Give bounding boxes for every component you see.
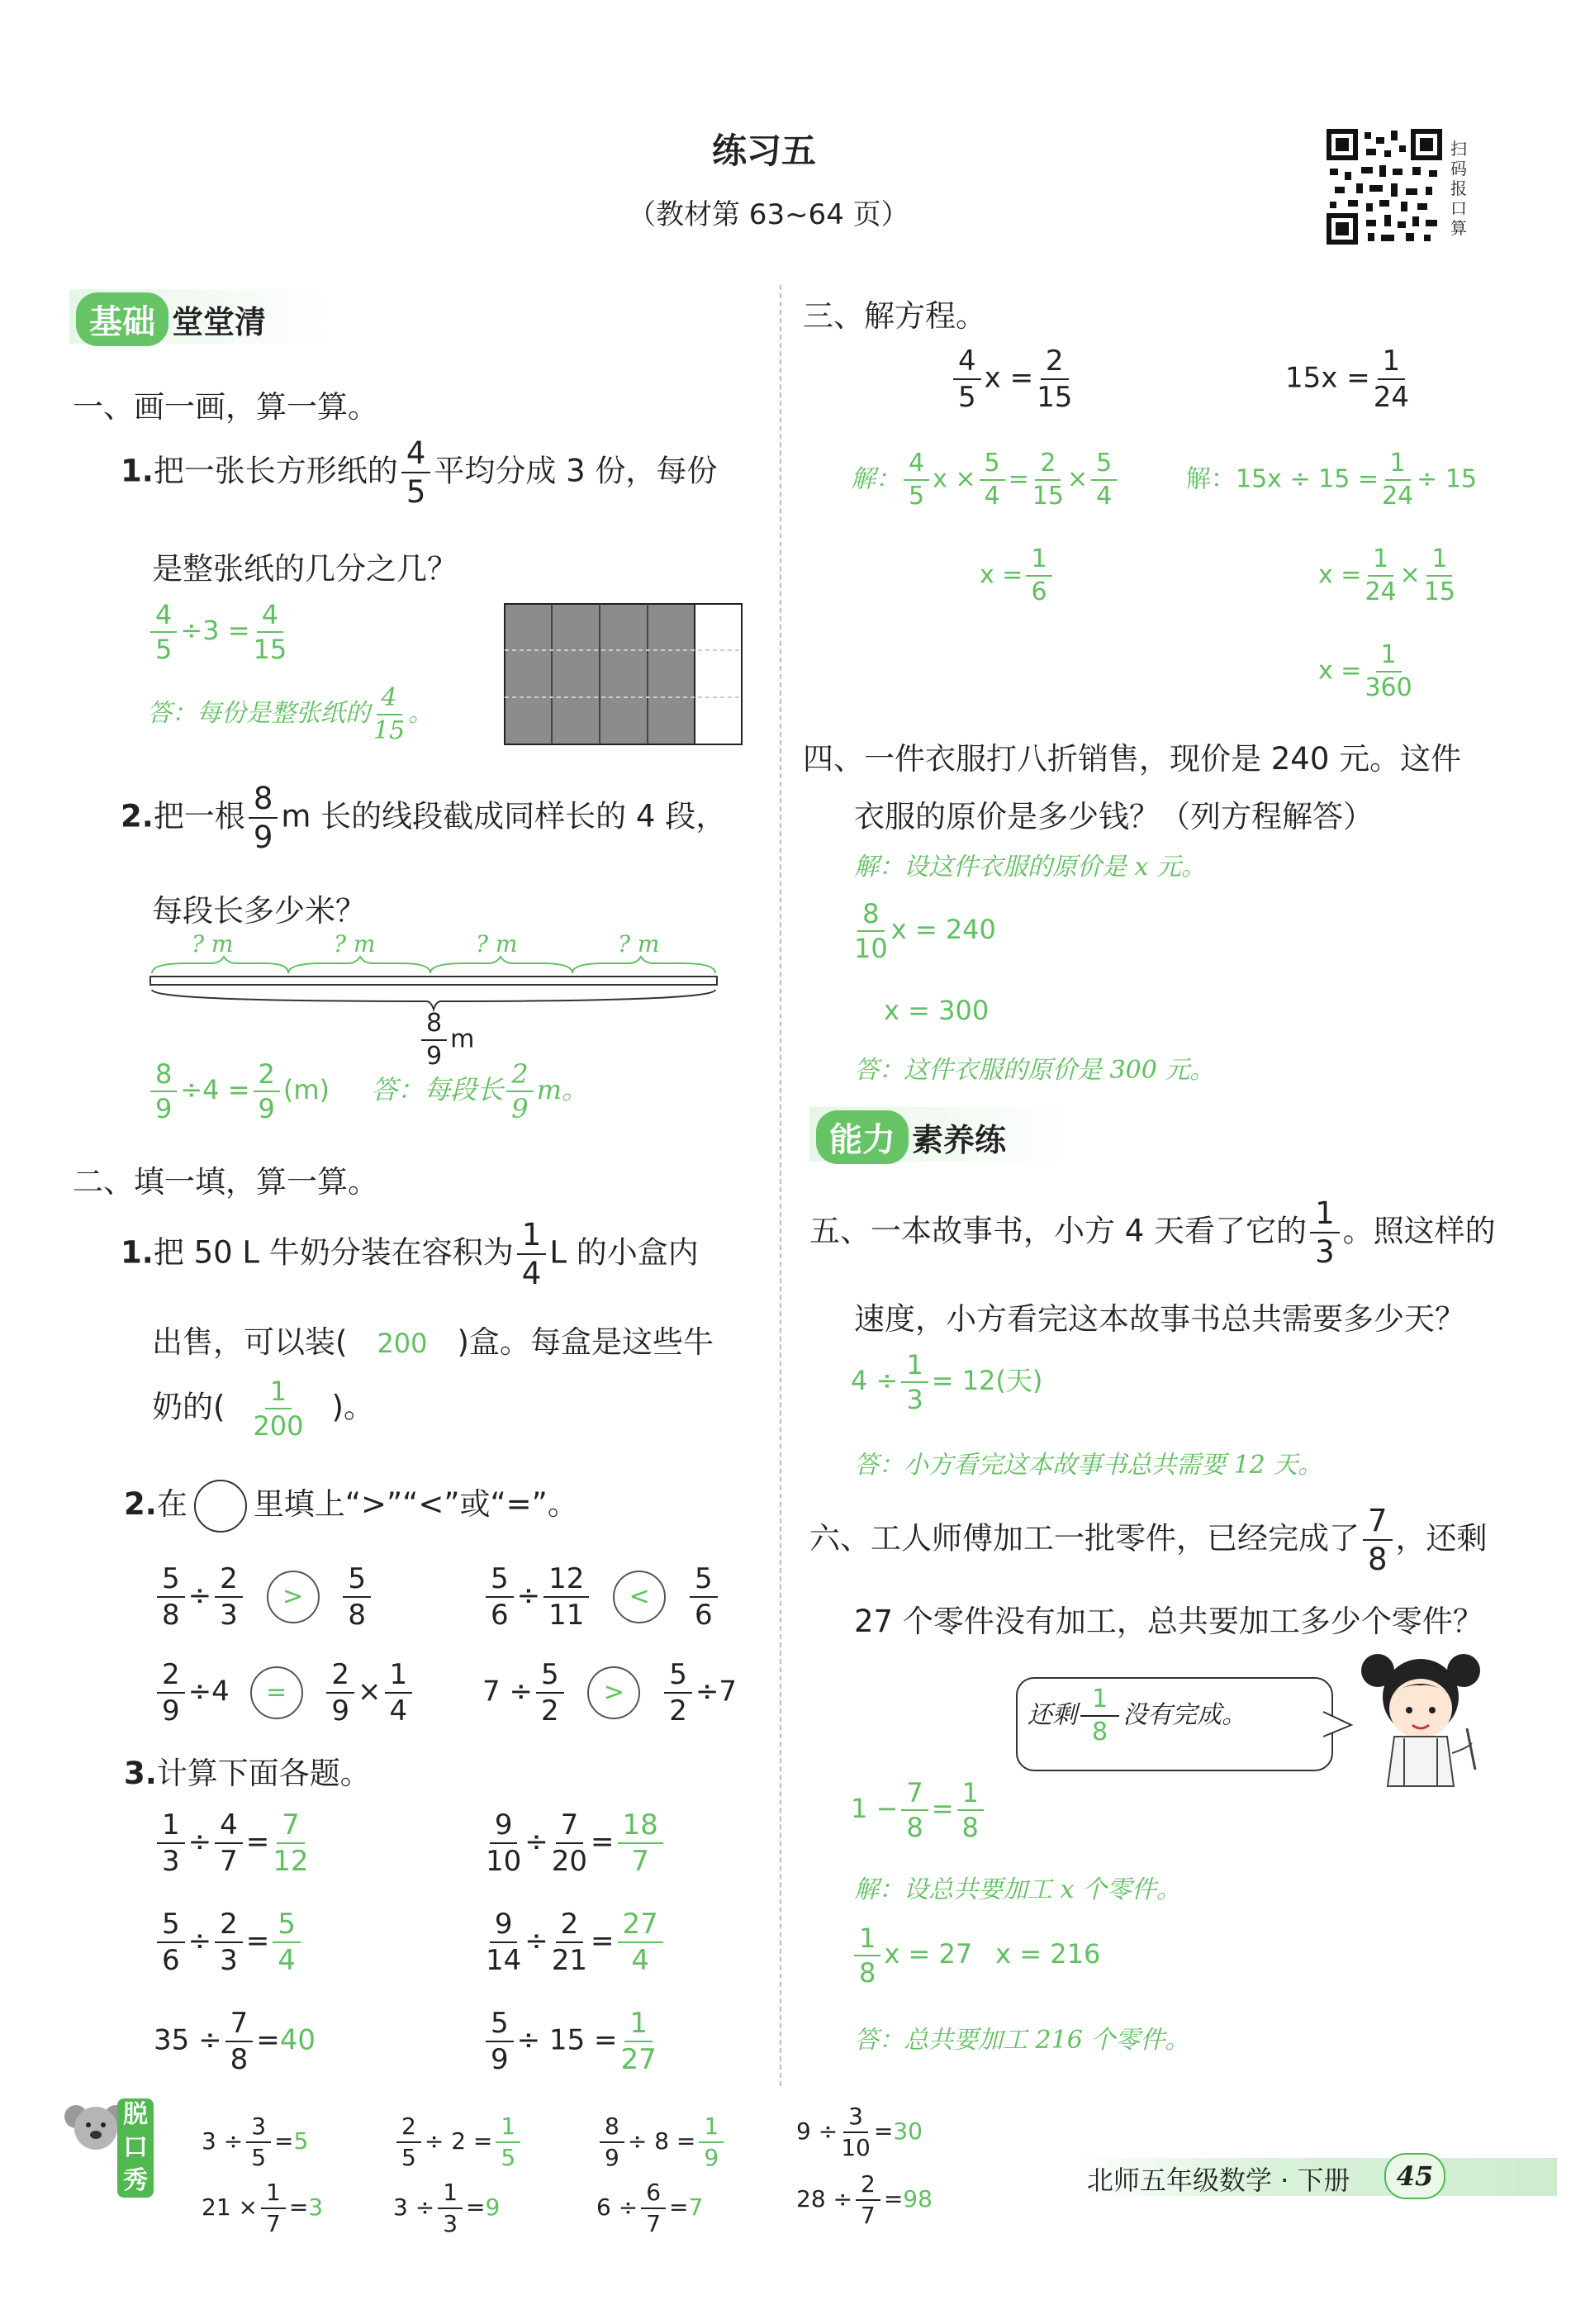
- question-4-line2: 衣服的原价是多少钱？（列方程解答）: [854, 799, 1374, 834]
- rectangle-paper-diagram: [504, 603, 743, 749]
- q1-p1-answer: 答：每份是整张纸的 $\frac{4}{15}$ 。: [147, 683, 434, 745]
- oral-item: $\frac{8}{9}$ ÷ 8 = $\frac{1}{9}$: [596, 2115, 727, 2170]
- equation-1-result: x = $\frac{1}{6}$: [980, 547, 1056, 605]
- compare-circle[interactable]: >: [267, 1571, 320, 1623]
- oral-item: 6 ÷ $\frac{6}{7}$ =7: [596, 2179, 704, 2237]
- qr-label: 扫 码 报 口 算: [1450, 139, 1467, 238]
- q6-step1: 1 − $\frac{7}{8}$ = $\frac{1}{8}$: [851, 1780, 987, 1841]
- compare-circle[interactable]: >: [587, 1666, 640, 1719]
- calc-item: $\frac{1}{3}$ ÷ $\frac{4}{7}$ = $\frac{7}{12}$: [154, 1811, 312, 1875]
- column-divider: [780, 285, 781, 2086]
- q6-let: 解：设总共要加工 x 个零件。: [854, 1875, 1181, 1904]
- equation-1-solution: 解： $\frac{4}{5}$ x × $\frac{5}{4}$ = $\frac{2}{15}$ × $\frac{5}{4}$: [851, 451, 1120, 509]
- q5-work: 4 ÷ $\frac{1}{3}$ = 12(天): [851, 1349, 1043, 1415]
- oral-item: 3 ÷ $\frac{3}{5}$ =5: [202, 2113, 309, 2171]
- segment-label: ? m: [618, 930, 660, 958]
- girl-illustration: [1355, 1646, 1487, 1803]
- compare-item: $\frac{5}{8}$ ÷ $\frac{2}{3}$ > $\frac{5}{8}$: [154, 1565, 374, 1629]
- equation-2-step: x = $\frac{1}{24}$ × $\frac{1}{15}$: [1318, 544, 1455, 606]
- fill-blank-boxes: 200: [377, 1328, 428, 1359]
- speech-bubble: 还剩 $\frac{1}{8}$ 没有完成。: [1016, 1677, 1333, 1771]
- segment-label: ? m: [192, 930, 234, 958]
- question-6-title: 六、工人师傅加工一批零件，已经完成了 $\frac{7}{8}$ ，还剩: [809, 1503, 1488, 1577]
- q1-p2-work: $\frac{8}{9}$ ÷4 = $\frac{2}{9}$ (m) 答：每段长 $\frac{2}{9}$ m。: [147, 1061, 588, 1122]
- question-3-title: 三、解方程。: [803, 298, 986, 334]
- q4-equation: $\frac{8}{10}$ x = 240: [854, 898, 996, 964]
- q1-problem-1: 1.把一张长方形纸的 $\frac{4}{5}$ 平均分成 3 份，每份: [121, 435, 718, 510]
- qr-code[interactable]: [1327, 129, 1442, 245]
- q6-answer: 答：总共要加工 216 个零件。: [854, 2026, 1190, 2055]
- oral-item: 3 ÷ $\frac{1}{3}$ =9: [393, 2179, 501, 2237]
- fill-blank-fraction: $\frac{1}{200}$: [253, 1376, 304, 1442]
- oral-item: 28 ÷ $\frac{2}{7}$ =98: [796, 2170, 933, 2229]
- q2-problem-1: 1.把 50 L 牛奶分装在容积为 $\frac{1}{4}$ L 的小盒内: [121, 1217, 699, 1291]
- oral-item: 21 × $\frac{1}{7}$ =3: [202, 2179, 324, 2237]
- question-4-title: 四、一件衣服打八折销售，现价是 240 元。这件: [803, 741, 1462, 777]
- equation-1: $\frac{4}{5}$ x = $\frac{2}{15}$: [950, 347, 1075, 411]
- page-title: 练习五: [712, 131, 817, 171]
- equation-2-result: x = $\frac{1}{360}$: [1318, 640, 1412, 702]
- calc-item: $\frac{5}{6}$ ÷ $\frac{2}{3}$ = $\frac{5}{4}$: [154, 1910, 304, 1975]
- footer-book-title: 北师五年级数学 · 下册: [1087, 2165, 1350, 2196]
- section-heading-basic: 基础 堂堂清: [76, 292, 266, 346]
- question-6-line2: 27 个零件没有加工，总共要加工多少个零件？: [854, 1604, 1483, 1639]
- q6-equation: $\frac{1}{8}$ x = 27 x = 216: [851, 1925, 1100, 1986]
- oral-label: 脱 口 秀: [117, 2098, 154, 2198]
- compare-circle[interactable]: <: [613, 1571, 666, 1623]
- section-badge: 能力: [816, 1110, 909, 1164]
- bubble-tail: [1322, 1709, 1355, 1742]
- q1-problem-2-line2: 每段长多少米？: [152, 893, 366, 929]
- question-2-title: 二、填一填，算一算。: [73, 1164, 378, 1200]
- q1-problem-2: 2.把一根 $\frac{8}{9}$ m 长的线段截成同样长的 4 段，: [121, 781, 727, 855]
- q4-result: x = 300: [884, 995, 990, 1026]
- calc-item: $\frac{5}{9}$ ÷ 15 = $\frac{1}{27}$: [482, 2009, 660, 2074]
- oral-item: $\frac{2}{5}$ ÷ 2 = $\frac{1}{5}$: [393, 2115, 524, 2170]
- section-heading-ability: 能力 素养练: [816, 1110, 1006, 1164]
- compare-item: 7 ÷ $\frac{5}{2}$ > $\frac{5}{2}$ ÷7: [482, 1658, 737, 1728]
- page-subtitle: （教材第 63~64 页）: [628, 198, 909, 231]
- segment-label: ? m: [476, 930, 518, 958]
- question-5-title: 五、一本故事书，小方 4 天看了它的 $\frac{1}{3}$ 。照这样的: [809, 1195, 1496, 1270]
- compare-item: $\frac{5}{6}$ ÷ $\frac{12}{11}$ < $\frac{5}{6}$: [482, 1565, 721, 1629]
- calc-item: $\frac{9}{10}$ ÷ $\frac{7}{20}$ = $\frac{18}{7}$: [482, 1811, 667, 1875]
- q2-problem-3: 3.计算下面各题。: [124, 1756, 371, 1791]
- question-5-line2: 速度，小方看完这本故事书总共需要多少天？: [854, 1301, 1465, 1337]
- q5-answer: 答：小方看完这本故事书总共需要 12 天。: [854, 1451, 1323, 1480]
- section-badge: 基础: [76, 292, 168, 346]
- segment-label: ? m: [334, 930, 376, 958]
- calc-item: $\frac{9}{14}$ ÷ $\frac{2}{21}$ = $\frac{27}{4}$: [482, 1910, 667, 1975]
- q1-p1-work: $\frac{4}{5}$ ÷3 = $\frac{4}{15}$: [147, 601, 290, 663]
- equation-2-solution: 解：15x ÷ 15 = $\frac{1}{24}$ ÷ 15: [1186, 449, 1478, 511]
- question-1-title: 一、画一画，算一算。: [73, 389, 378, 425]
- oral-item: 9 ÷ $\frac{3}{10}$ =30: [796, 2103, 923, 2161]
- segment-diagram: [145, 930, 724, 1071]
- page-number: 45: [1384, 2153, 1445, 2199]
- q1-problem-1-line2: 是整张纸的几分之几？: [152, 551, 458, 587]
- q2-problem-2: 2.在 里填上“>”“<”或“=”。: [124, 1479, 578, 1533]
- equation-2: 15x = $\frac{1}{24}$: [1285, 345, 1409, 414]
- q4-answer: 答：这件衣服的原价是 300 元。: [854, 1056, 1215, 1085]
- compare-item: $\frac{2}{9}$ ÷4 = $\frac{2}{9}$ × $\frac{1}{4}$: [154, 1661, 415, 1725]
- q4-let: 解：设这件衣服的原价是 x 元。: [854, 853, 1206, 882]
- compare-circle[interactable]: =: [250, 1666, 303, 1719]
- calc-item: 35 ÷ $\frac{7}{8}$ =40: [154, 2007, 316, 2076]
- segment-total: $\frac{8}{9}$ m: [418, 1011, 474, 1069]
- q2-problem-1-line3: 奶的( $\frac{1}{200}$ )。: [152, 1376, 374, 1442]
- q2-problem-1-line2: 出售，可以装( 200 )盒。每盒是这些牛: [152, 1324, 714, 1360]
